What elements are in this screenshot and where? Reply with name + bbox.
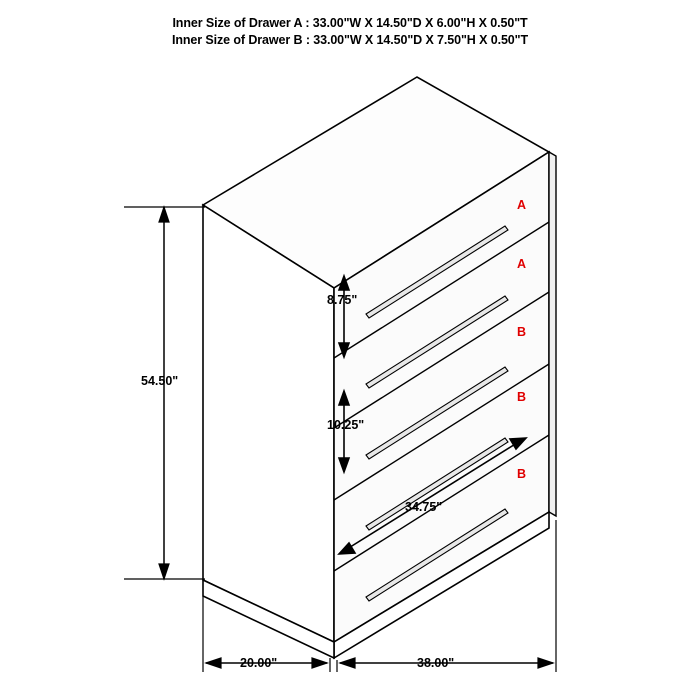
cabinet-right-edge bbox=[549, 152, 556, 516]
drawer-width-label: 34.75" bbox=[405, 500, 443, 514]
overall-height-dimension bbox=[124, 207, 205, 579]
header-line-2: Inner Size of Drawer B : 33.00"W X 14.50"D X 7.50"H X 0.50"T bbox=[171, 33, 529, 47]
width-label: 38.00" bbox=[417, 656, 455, 670]
drawer-label-a-1: A bbox=[517, 198, 527, 212]
drawer-label-b-3: B bbox=[517, 467, 527, 481]
drawer-label-a-2: A bbox=[517, 257, 527, 271]
drawer-b-height-label: 10.25" bbox=[327, 418, 365, 432]
overall-height-label: 54.50" bbox=[141, 374, 179, 388]
drawer-label-b-1: B bbox=[517, 325, 527, 339]
depth-label: 20.00" bbox=[240, 656, 278, 670]
header-line-1: Inner Size of Drawer A : 33.00"W X 14.50"D X 6.00"H X 0.50"T bbox=[172, 16, 528, 30]
drawer-a-height-label: 8.75" bbox=[327, 293, 358, 307]
drawer-label-b-2: B bbox=[517, 390, 527, 404]
